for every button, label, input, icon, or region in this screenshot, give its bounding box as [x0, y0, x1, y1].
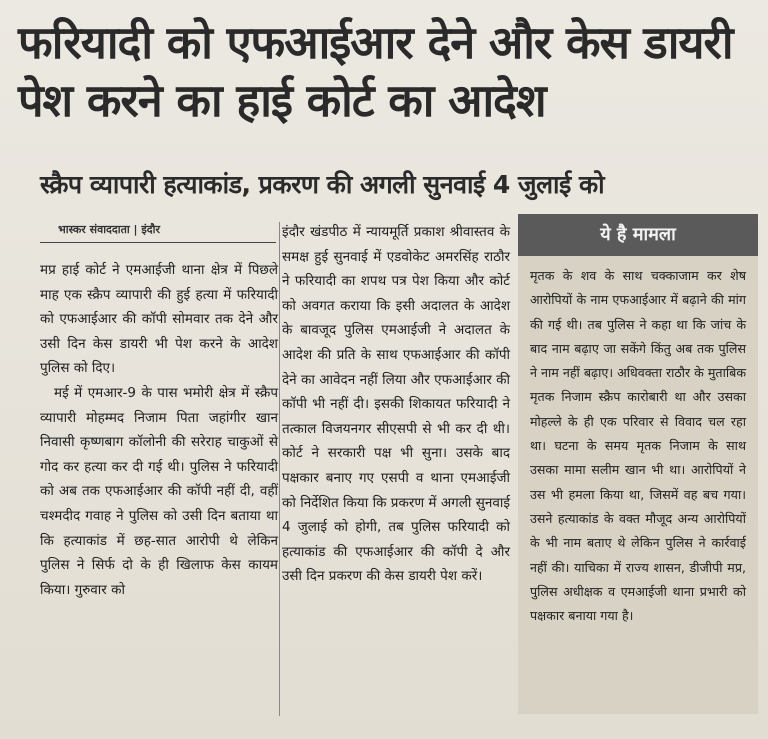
- sidebar-title: ये है मामला: [518, 214, 758, 256]
- sidebar-box: [518, 214, 758, 714]
- byline: भास्कर संवाददाता | इंदौर: [58, 223, 160, 236]
- byline-rule: [40, 242, 276, 243]
- article-column-2: [282, 220, 510, 589]
- column-divider: [279, 222, 280, 716]
- subheadline: स्क्रैप व्यापारी हत्याकांड, प्रकरण की अगली सुनवाई 4 जुलाई को: [40, 170, 605, 199]
- article-column-1: [40, 258, 278, 602]
- headline: फरियादी को एफआईआर देने और केस डायरी पेश करने का हाई कोर्ट का आदेश: [18, 16, 733, 127]
- sidebar-body: मृतक के शव के साथ चक्काजाम कर शेष आरोपियों के नाम एफआईआर में बढ़ाने की मांग की गई थी। तब पुलिस ने कहा था कि जांच के बाद नाम बढ़ाए जा सकेंगे किंतु अब तक पुलिस ने नाम नहीं बढ़ाए। अधिवक्ता राठौर के मुताबिक मृतक निजाम स्क्रैप कारोबारी था और उसका मोहल्ले के ही एक परिवार से विवाद चल रहा था। घटना के समय मृतक निजाम के साथ उसका मामा सलीम खान भी था। आरोपियों ने उस भी हमला किया था, जिसमें वह बच गया। उसने हत्याकांड के वक्त मौजूद अन्य आरोपियों के भी नाम बताए थे लेकिन पुलिस ने कार्रवाई नहीं की। याचिका में राज्य शासन, डीजीपी मप्र, पुलिस अधीक्षक व एमआईजी थाना प्रभारी को पक्षकार बनाया गया है।: [530, 268, 746, 624]
- paragraph: मई में एमआर-9 के पास भमोरी क्षेत्र में स्क्रैप व्यापारी मोहम्मद निजाम पिता जहांगीर खान निवासी कृष्णबाग कॉलोनी की सरेराह चाकुओं से गोद कर हत्या कर दी गई थी। पुलिस ने फरियादी को अब तक एफआईआर की कॉपी नहीं दी, वहीं चश्मदीद गवाह ने पुलिस को उसी दिन बताया था कि हत्याकांड में छह-सात आरोपी थे लेकिन पुलिस ने सिर्फ दो के ही खिलाफ केस कायम किया। गुरुवार को: [40, 384, 278, 598]
- paragraph: इंदौर खंडपीठ में न्यायमूर्ति प्रकाश श्रीवास्तव के समक्ष हुई सुनवाई में एडवोकेट अमरसिंह राठौर ने फरियादी का शपथ पत्र पेश किया और कोर्ट को अवगत कराया कि इसी अदालत के आदेश के बावजूद पुलिस एमआईजी ने अदालत के आदेश की प्रति के साथ एफआईआर की कॉपी देने का आवेदन नहीं लिया और एफआईआर की कॉपी भी नहीं दी। इसकी शिकायत फरियादी ने तत्काल विजयनगर सीएसपी से भी कर दी थी। कोर्ट ने सरकारी पक्ष भी सुना। उसके बाद पक्षकार बनाए गए एसपी व थाना एमआईजी को निर्देशित किया कि प्रकरण में अगली सुनवाई 4 जुलाई को होगी, तब पुलिस फरियादी को हत्याकांड की एफआईआर की कॉपी दे और उसी दिन प्रकरण की केस डायरी पेश करें।: [282, 224, 510, 585]
- paragraph: मप्र हाई कोर्ट ने एमआईजी थाना क्षेत्र में पिछले माह एक स्क्रैप व्यापारी की हुई हत्या में फरियादी को एफआईआर की कॉपी सोमवार तक देने और उसी दिन केस डायरी भी पेश करने के आदेश पुलिस को दिए।: [40, 262, 278, 377]
